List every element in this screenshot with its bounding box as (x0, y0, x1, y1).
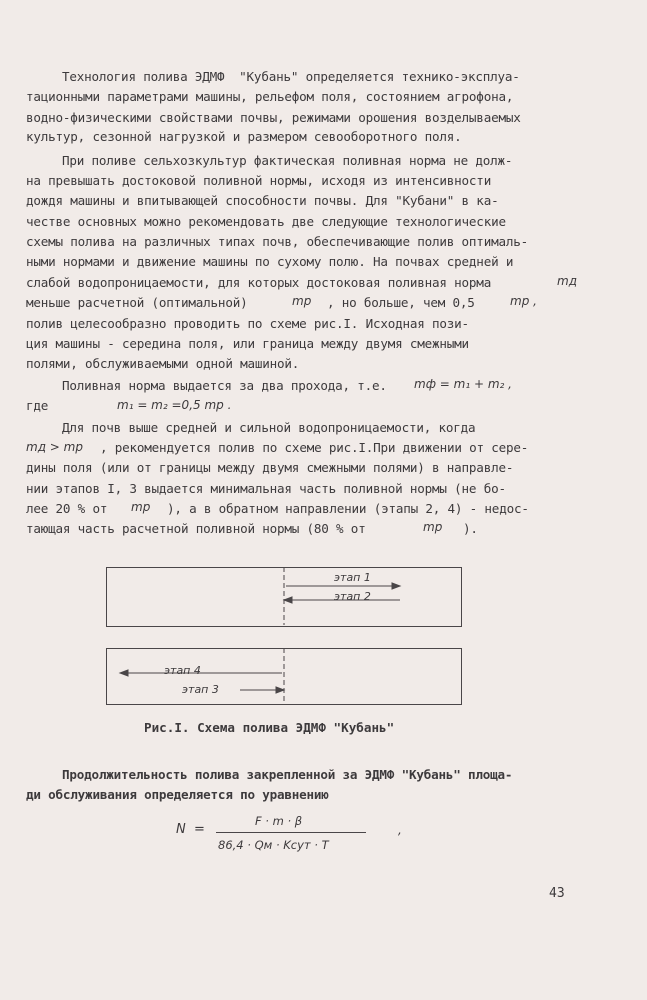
text-line: тающая часть расчетной поливной нормы (80 % от (26, 521, 366, 536)
text-line: нии этапов I, 3 выдается минимальная часть поливной нормы (не бо- (26, 481, 506, 496)
formula-numerator: F · m · β (255, 814, 303, 828)
formula-m-r: mр (292, 294, 312, 308)
formula-lhs: N = (176, 822, 205, 837)
text-line: полями, обслуживаемыми одной машиной. (26, 356, 300, 371)
text-line: тационными параметрами машины, рельефом поля, состоянием агрофона, (26, 89, 514, 104)
text-line: , рекомендуется полив по схеме рис.I.При движении от сере- (100, 440, 529, 455)
formula-denominator: 86,4 · Qм · Kсут · T (218, 838, 329, 852)
text-line: где (26, 398, 49, 413)
formula-m-r: mр (423, 520, 443, 534)
stage1-arrowhead (392, 583, 400, 589)
page-number: 43 (549, 886, 565, 901)
text-line: на превышать достоковой поливной нормы, исходя из интенсивности (26, 173, 492, 188)
text-line: культур, сезонной нагрузкой и размером севооборотного поля. (26, 129, 462, 144)
text-line: лее 20 % от (26, 501, 108, 516)
stage-label-2: этап 2 (334, 590, 371, 603)
formula-m-f-sum: mф = m₁ + m₂ , (414, 377, 512, 391)
text-line: слабой водопроницаемости, для которых достоковая поливная норма (26, 275, 492, 290)
text-line: ), а в обратном направлении (этапы 2, 4) - недос- (167, 501, 529, 516)
stage3-arrowhead (276, 687, 284, 693)
text-line: Продолжительность полива закрепленной за ЭДМФ "Кубань" площа- (62, 767, 513, 782)
text-line: дождя машины и впитывающей способности почвы. Для "Кубани" в ка- (26, 193, 499, 208)
text-line: Для почв выше средней и сильной водопроницаемости, когда (62, 420, 476, 435)
text-line: полив целесообразно проводить по схеме рис.I. Исходная пози- (26, 316, 469, 331)
text-line: ). (463, 521, 478, 536)
text-line: ция машины - середина поля, или граница между двумя смежными (26, 336, 469, 351)
text-line: честве основных можно рекомендовать две следующие технологические (26, 214, 506, 229)
figure-caption: Рис.I. Схема полива ЭДМФ "Кубань" (144, 720, 395, 735)
text-line: Поливная норма выдается за два прохода, т.е. (62, 378, 387, 393)
text-line: При поливе сельхозкультур фактическая поливная норма не долж- (62, 153, 513, 168)
formula-m-r: mр , (510, 294, 537, 308)
formula-m-eq: m₁ = m₂ =0,5 mр . (117, 398, 232, 412)
fraction-bar (216, 832, 366, 833)
text-line: ди обслуживания определяется по уравнению (26, 787, 329, 802)
formula-comma: , (398, 823, 402, 837)
stage-label-4: этап 4 (164, 664, 201, 677)
stage4-arrowhead (120, 670, 128, 676)
stage2-arrowhead (284, 597, 292, 603)
formula-m-d-gt-m-r: mд > mр (26, 440, 83, 454)
text-line: ными нормами и движение машины по сухому полю. На почвах средней и (26, 254, 514, 269)
formula-m-d: mд (557, 274, 577, 288)
text-line: водно-физическими свойствами почвы, режимами орошения возделываемых (26, 110, 521, 125)
formula-m-r: mр (131, 500, 151, 514)
stage-label-3: этап 3 (182, 683, 219, 696)
text-line: Технология полива ЭДМФ "Кубань" определяется технико-эксплуа- (62, 69, 520, 84)
stage-label-1: этап 1 (334, 571, 371, 584)
text-line: схемы полива на различных типах почв, обеспечивающие полив оптималь- (26, 234, 528, 249)
text-line: , но больше, чем 0,5 (327, 295, 475, 310)
text-line: дины поля (или от границы между двумя смежными полями) в направле- (26, 460, 514, 475)
text-line: меньше расчетной (оптимальной) (26, 295, 248, 310)
